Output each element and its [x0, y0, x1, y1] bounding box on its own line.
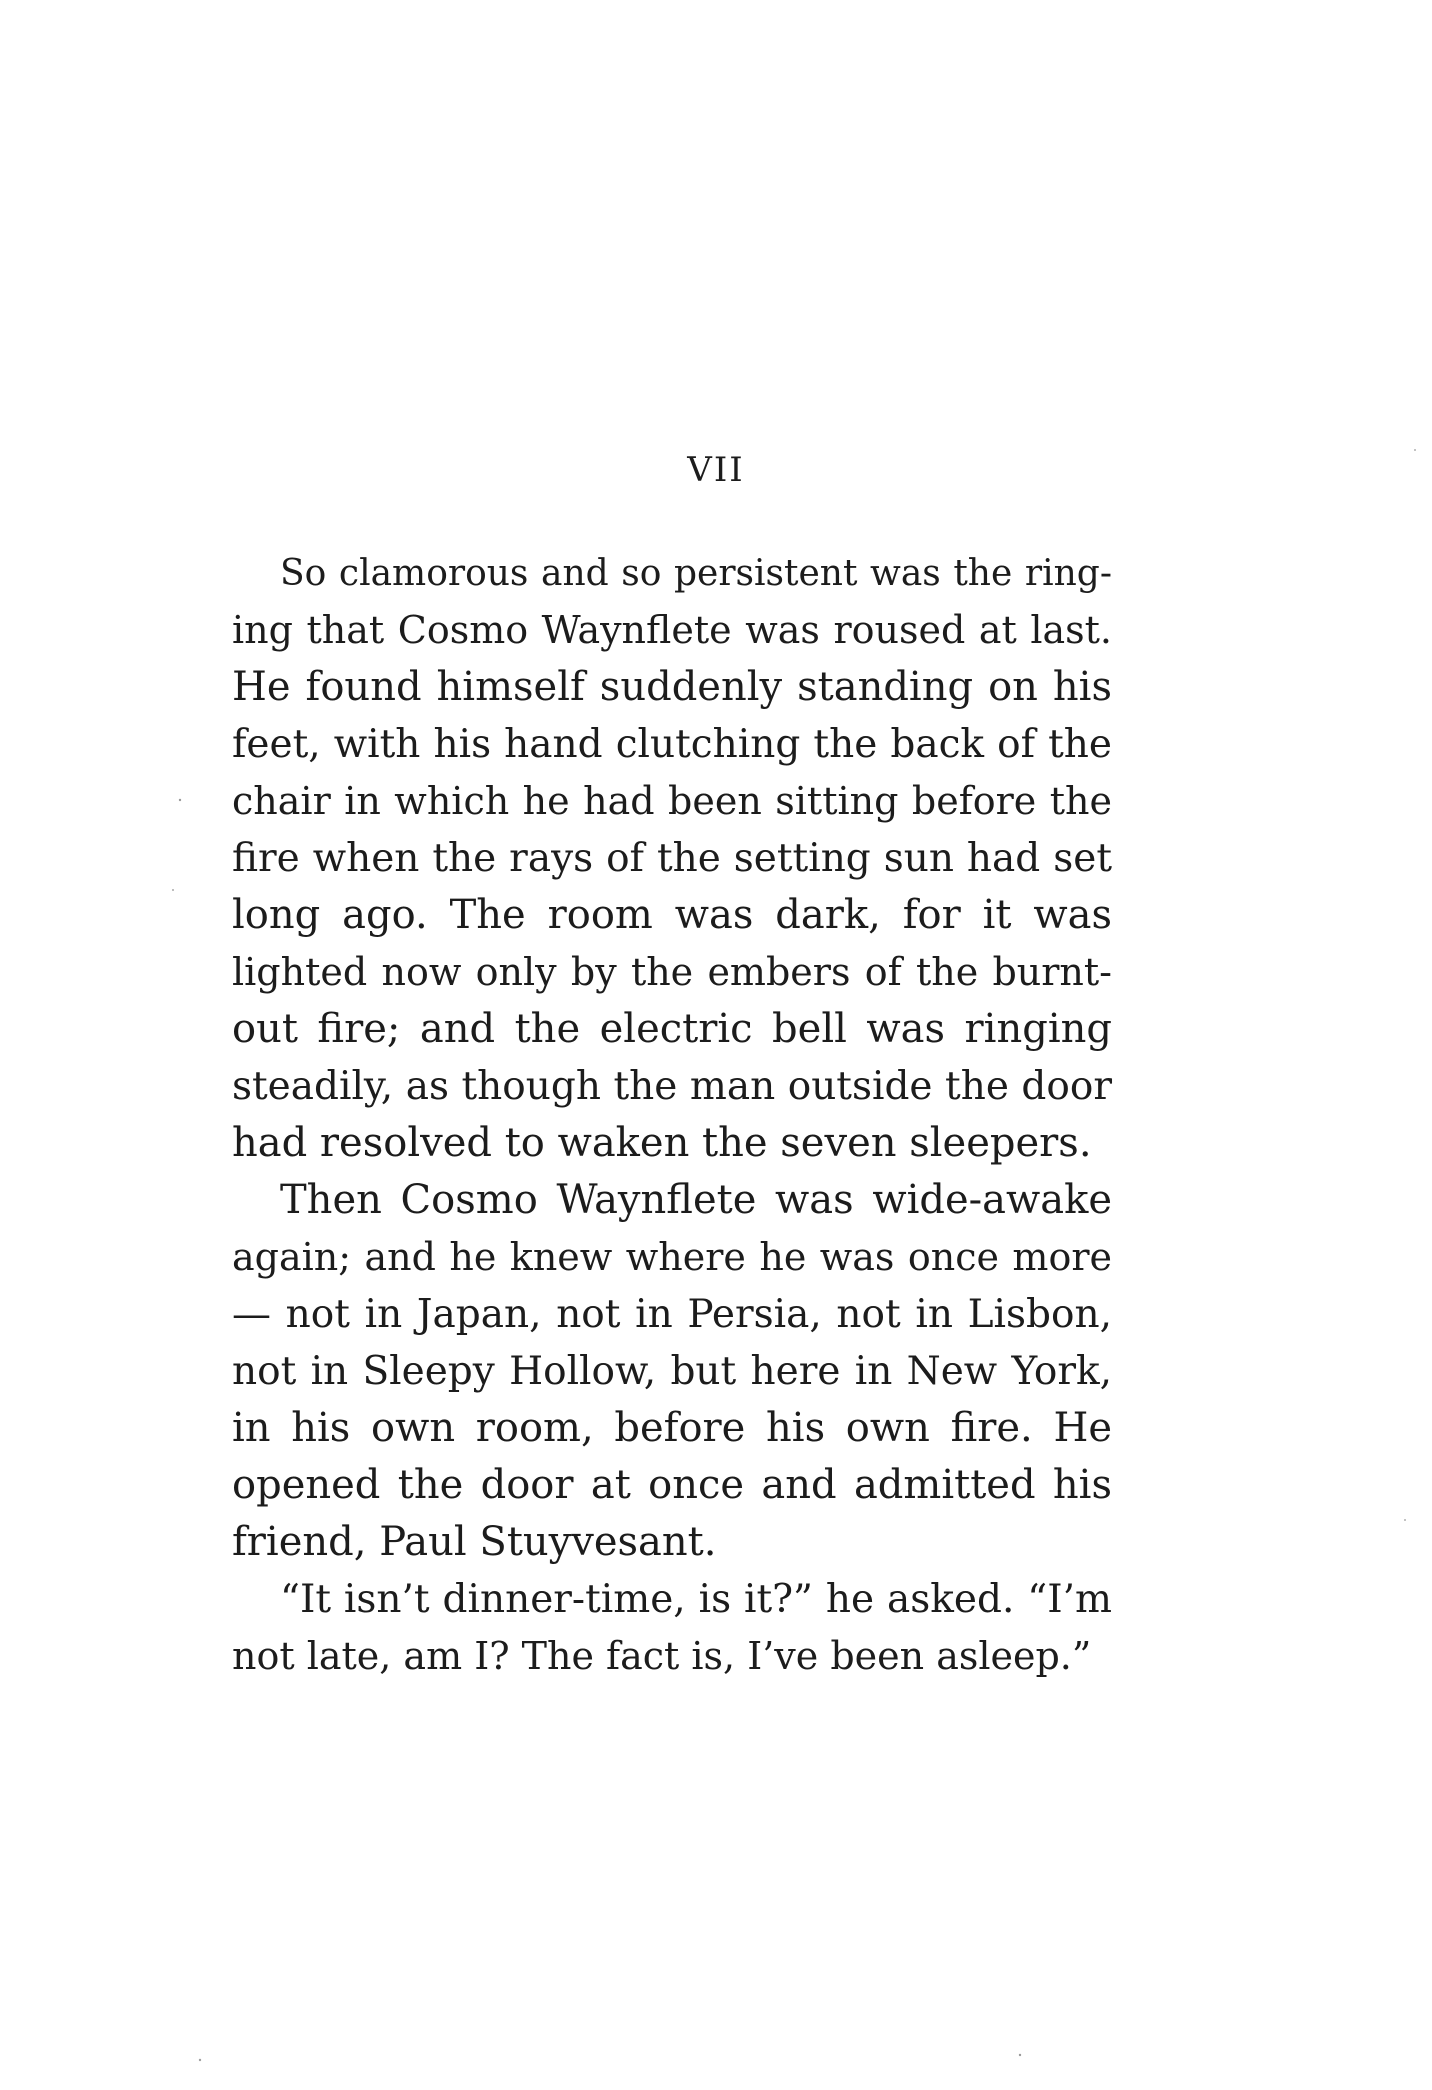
body-text — [232, 545, 1112, 1685]
text-line: — not in Japan, not in Persia, not in Lisbon, — [232, 1292, 1112, 1337]
text-line: chair in which he had been sitting before the — [232, 779, 1112, 823]
text-line: not in Sleepy Hollow, but here in New York, — [232, 1349, 1112, 1394]
paragraph — [232, 1571, 1112, 1685]
paragraph — [232, 1172, 1112, 1571]
text-line: Then Cosmo Waynflete was wide-awake — [280, 1177, 1112, 1223]
text-line: had resolved to waken the seven sleepers. — [232, 1120, 1092, 1166]
text-line: friend, Paul Stuyvesant. — [232, 1519, 717, 1565]
text-line: feet, with his hand clutching the back of the — [232, 722, 1112, 767]
text-line: not late, am I? The fact is, I’ve been asleep.” — [232, 1634, 1092, 1678]
text-line: again; and he knew where he was once more — [232, 1235, 1112, 1279]
text-line: ing that Cosmo Waynflete was roused at last. — [232, 608, 1112, 652]
paragraph — [232, 545, 1112, 1172]
text-line: in his own room, before his own fire. He — [232, 1405, 1112, 1451]
text-line: steadily, as though the man outside the door — [232, 1064, 1112, 1109]
text-line: “It isn’t dinner-time, is it?” he asked. “I’m — [280, 1577, 1112, 1622]
text-line: opened the door at once and admitted his — [232, 1462, 1112, 1508]
text-line: out fire; and the electric bell was ringing — [232, 1006, 1112, 1052]
text-line: He found himself suddenly standing on his — [232, 664, 1112, 710]
text-line: So clamorous and so persistent was the ring- — [280, 553, 1112, 594]
chapter-heading: VII — [687, 450, 745, 490]
text-line: lighted now only by the embers of the burnt- — [232, 950, 1112, 994]
text-line: fire when the rays of the setting sun had set — [232, 836, 1112, 881]
text-line: long ago. The room was dark, for it was — [232, 892, 1112, 938]
